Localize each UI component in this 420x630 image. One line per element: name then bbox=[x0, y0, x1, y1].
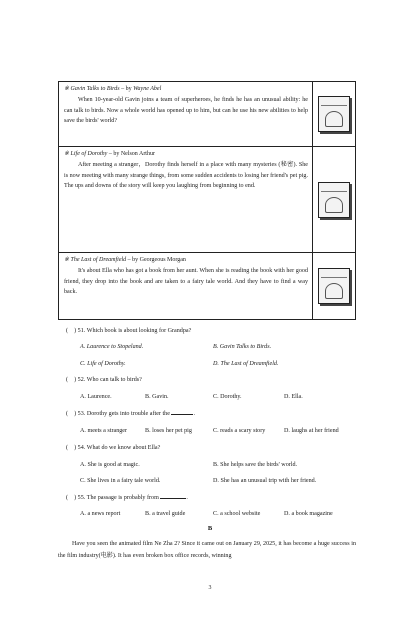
option-c: C. a school website bbox=[213, 511, 261, 517]
book-title-line bbox=[64, 84, 308, 95]
question-text: The passage is probably from bbox=[86, 495, 159, 501]
option-d: D. Ella. bbox=[284, 394, 303, 400]
option-a: A. Laurence. bbox=[80, 394, 112, 400]
option-b: B. loses her pet pig bbox=[145, 428, 192, 434]
question-text: Which book is about looking for Grandpa? bbox=[86, 328, 192, 334]
book-marker: ※ bbox=[64, 151, 70, 157]
book-title-line bbox=[64, 255, 308, 266]
option-c: C. reads a scary story bbox=[213, 428, 266, 434]
book-row bbox=[59, 82, 355, 147]
question-51 bbox=[66, 327, 191, 336]
option-d: D. laughs at her friend bbox=[284, 428, 339, 434]
book-row bbox=[59, 253, 355, 319]
question-text: Who can talk to birds? bbox=[86, 377, 142, 383]
question-53: ( ) 53. Dorothy gets into trouble after the . bbox=[66, 411, 195, 417]
option-a: A. a news report bbox=[80, 511, 121, 517]
question-text: Dorothy gets into trouble after the bbox=[86, 411, 170, 417]
option-b: B. Gavin. bbox=[145, 394, 169, 400]
book-cover-image bbox=[318, 96, 350, 132]
book-author-prefix: – by bbox=[107, 151, 121, 157]
book-cover-image bbox=[318, 268, 350, 304]
option-d: D. a book magazine bbox=[284, 511, 333, 517]
option-d: D. The Last of Dreamfield. bbox=[213, 361, 279, 367]
option-a: A. Laurence to Stopeland. bbox=[80, 344, 144, 350]
book-description: When 10-year-old Gavin joins a team of superheroes, he finds he has an unusual ability: he can talk to birds. Now a whole world has opened up to him, but can he use his new abilities to help save the birds' world? bbox=[64, 97, 308, 125]
question-55: ( ) 55. The passage is probably from . bbox=[66, 495, 188, 501]
book-cover-cell bbox=[313, 253, 355, 319]
option-c: C. Life of Dorothy. bbox=[80, 361, 126, 367]
book-title: The Last of Dreamfield bbox=[70, 257, 127, 263]
option-b: B. She helps save the birds' world. bbox=[213, 462, 298, 468]
book-author: Georgeous Morgan bbox=[139, 257, 186, 263]
question-54 bbox=[66, 444, 160, 453]
question-52 bbox=[66, 376, 142, 385]
answer-bracket: ( ) 53. bbox=[66, 411, 86, 417]
book-author: Nelson Arthur bbox=[120, 151, 155, 157]
option-c: C. She lives in a fairy tale world. bbox=[80, 478, 161, 484]
book-title-line bbox=[64, 149, 308, 160]
question-text: What do we know about Ella? bbox=[86, 445, 161, 451]
book-row bbox=[59, 147, 355, 253]
book-text-cell bbox=[59, 147, 313, 252]
page-number: 3 bbox=[208, 585, 212, 591]
answer-blank bbox=[160, 498, 186, 499]
book-cover-cell bbox=[313, 147, 355, 252]
book-cover-cell bbox=[313, 82, 355, 146]
passage-b: Have you seen the animated film Ne Zha 2? Since it came out on January 29, 2025, it has become a huge success in the film industry(电影). It has even broken box office records, winning bbox=[58, 541, 356, 559]
book-description: After meeting a stranger，Dorothy finds herself in a place with many mysteries (秘密). She is now meeting with many strange things, from some sudden accidents to losing her friend's pet pig. The ups and downs of the story will keep you laughing from beginning to end. bbox=[64, 162, 308, 190]
book-cover-image bbox=[318, 182, 350, 218]
answer-bracket: ( ) 51. bbox=[66, 328, 86, 334]
answer-bracket: ( ) 55. bbox=[66, 495, 86, 501]
book-title: Gavin Talks to Birds bbox=[70, 86, 120, 92]
book-author: Wayne Abel bbox=[133, 86, 162, 92]
book-marker: ※ bbox=[64, 257, 70, 263]
book-text-cell bbox=[59, 253, 313, 319]
book-author-prefix: – by bbox=[126, 257, 140, 263]
option-a: A. She is good at magic. bbox=[80, 462, 140, 468]
section-heading: B bbox=[207, 525, 213, 532]
answer-bracket: ( ) 54. bbox=[66, 445, 86, 451]
book-text-cell bbox=[59, 82, 313, 146]
book-author-prefix: – by bbox=[119, 86, 134, 92]
option-a: A. meets a stranger bbox=[80, 428, 128, 434]
book-marker: ※ bbox=[64, 86, 70, 92]
book-title: Life of Dorothy bbox=[70, 151, 108, 157]
book-table bbox=[58, 81, 356, 320]
option-c: C. Dorothy. bbox=[213, 394, 242, 400]
answer-blank bbox=[171, 414, 193, 415]
option-d: D. She has an unusual trip with her friend. bbox=[213, 478, 317, 484]
option-b: B. Gavin Talks to Birds. bbox=[213, 344, 272, 350]
answer-bracket: ( ) 52. bbox=[66, 377, 86, 383]
book-description: It's about Ella who has got a book from her aunt. When she is reading the book with her good friend, they drop into the book and are taken to a fairy tale world. And they have to find a way back. bbox=[64, 268, 308, 296]
option-b: B. a travel guide bbox=[145, 511, 186, 517]
